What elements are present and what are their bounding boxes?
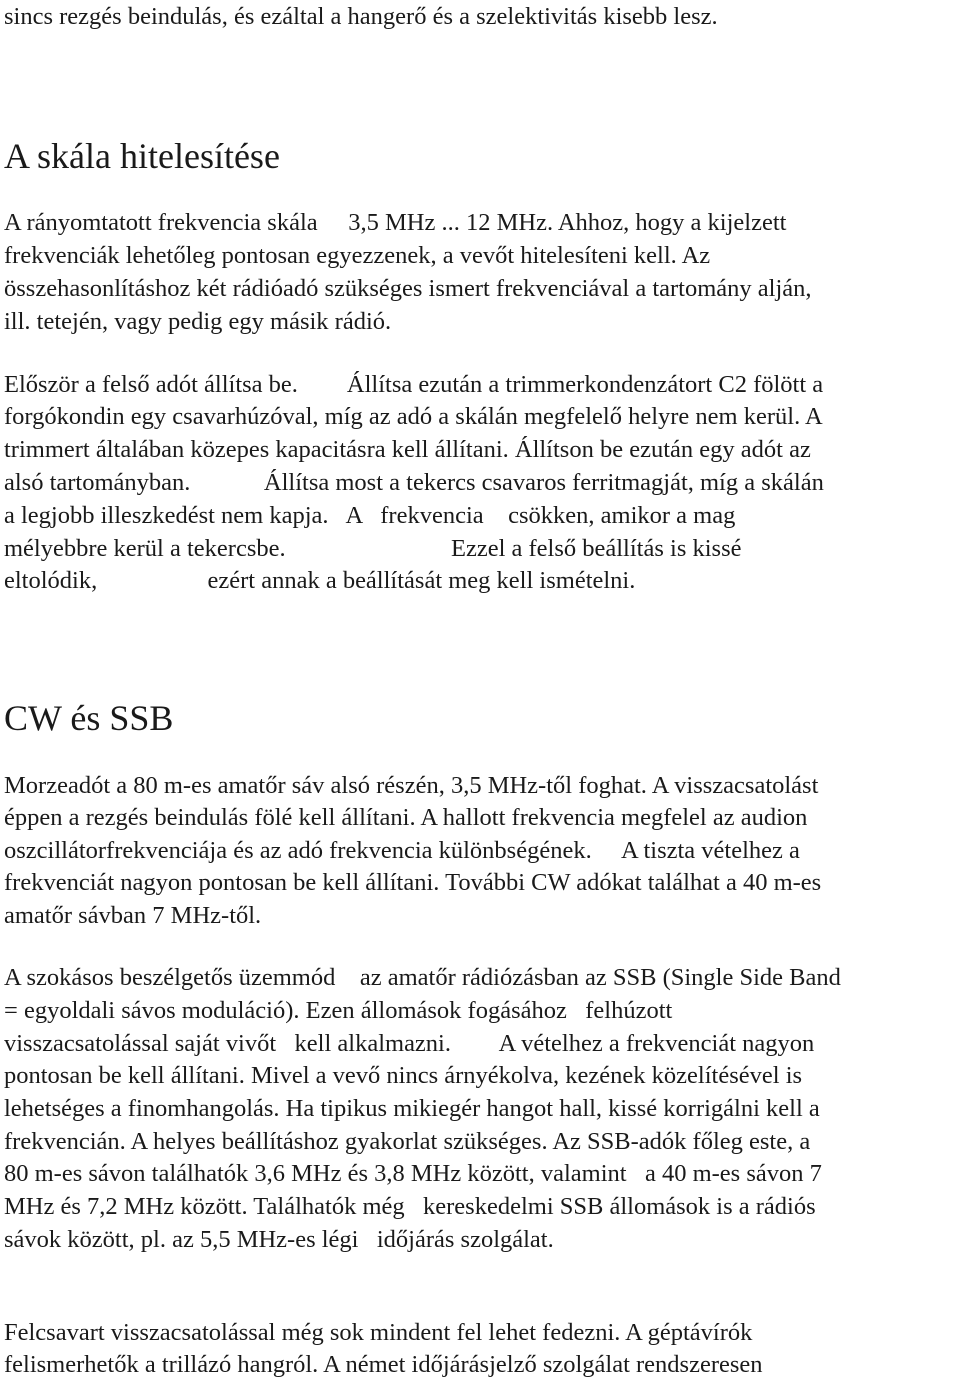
text-line: 80 m-es sávon találhatók 3,6 MHz és 3,8 MHz között, valamint a 40 m-es sávon 7 [4,1160,822,1187]
text-line: frekvencián. A helyes beállításhoz gyakorlat szükséges. Az SSB-adók főleg este, a [4,1128,811,1155]
text-line: trimmert általában közepes kapacitásra kell állítani. Állítson be ezután egy adót az [4,436,811,463]
text-line: frekvenciát nagyon pontosan be kell állítani. További CW adókat találhat a 40 m-es [4,869,822,896]
text-line: oszcillátorfrekvenciája és az adó frekvencia különbségének. A tiszta vételhez a [4,837,800,864]
text-line: pontosan be kell állítani. Mivel a vevő nincs árnyékolva, kezének közelítésével is [4,1062,803,1089]
text-line: eltolódik, ezért annak a beállítását meg kell ismételni. [4,567,636,594]
text-line: éppen a rezgés beindulás fölé kell állítani. A hallott frekvencia megfelel az audion [4,804,808,831]
text-line: A rányomtatott frekvencia skála 3,5 MHz ... 12 MHz. Ahhoz, hogy a kijelzett [4,209,787,236]
text-line: frekvenciák lehetőleg pontosan egyezzenek, a vevőt hitelesíteni kell. Az [4,242,711,269]
text-line: összehasonlításhoz két rádióadó szükséges ismert frekvenciával a tartomány alján, [4,275,812,302]
text-line: visszacsatolással saját vivőt kell alkalmazni. A vételhez a frekvenciát nagyon [4,1030,815,1057]
text-line: Morzeadót a 80 m-es amatőr sáv alsó részén, 3,5 MHz-től foghat. A visszacsatolást [4,772,819,799]
intro-line: sincs rezgés beindulás, és ezáltal a hangerő és a szelektivitás kisebb lesz. [4,3,718,30]
text-line: mélyebbre kerül a tekercsbe. Ezzel a felső beállítás is kissé [4,535,742,562]
section-heading-cw-ssb: CW és SSB [4,698,174,738]
text-line: Először a felső adót állítsa be. Állítsa ezután a trimmerkondenzátort C2 fölött a [4,371,824,398]
text-line: a legjobb illeszkedést nem kapja. A frekvencia csökken, amikor a mag [4,502,736,529]
text-line: forgókondin egy csavarhúzóval, míg az adó a skálán megfelelő helyre nem kerül. A [4,403,823,430]
text-line: amatőr sávban 7 MHz-től. [4,902,262,929]
text-line: alsó tartományban. Állítsa most a tekercs csavaros ferritmagját, míg a skálán [4,469,824,496]
section-heading-scale-calibration: A skála hitelesítése [4,136,280,176]
text-line: A szokásos beszélgetős üzemmód az amatőr rádiózásban az SSB (Single Side Band [4,964,841,991]
text-line: lehetséges a finomhangolás. Ha tipikus mikiegér hangot hall, kissé korrigálni kell a [4,1095,820,1122]
text-line: Felcsavart visszacsatolással még sok mindent fel lehet fedezni. A géptávírók [4,1319,753,1346]
text-line: sávok között, pl. az 5,5 MHz-es légi időjárás szolgálat. [4,1226,554,1253]
text-line: = egyoldali sávos moduláció). Ezen állomások fogásához felhúzott [4,997,673,1024]
text-line: ill. tetején, vagy pedig egy másik rádió. [4,308,392,335]
text-line: felismerhetők a trillázó hangról. A német időjárásjelző szolgálat rendszeresen [4,1351,763,1378]
text-line: MHz és 7,2 MHz között. Találhatók még kereskedelmi SSB állomások is a rádiós [4,1193,816,1220]
